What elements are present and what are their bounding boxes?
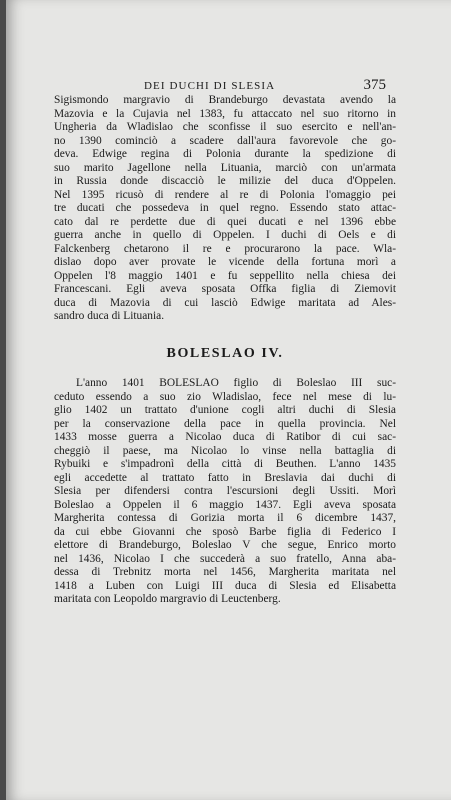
text-line: Mazovia e la Cujavia nel 1383, fu attaccato nel suo ritorno in (54, 107, 396, 120)
text-line: duca di Mazovia di cui lasciò Edwige maritata ad Ales- (54, 296, 396, 309)
text-line: dislao dopo aver provate le vicende della fortuna morì a (54, 256, 396, 268)
text-line: guerra anche in quello di Oppelen. I duchi di Oels e di (54, 229, 396, 241)
text-line: sandro duca di Lituania. (54, 310, 165, 322)
text-line: Falckenberg chetarono il re e procurarono la pace. Wla- (54, 242, 396, 255)
text-line: suo marito Jagellone nella Lituania, marciò con un'armata (54, 161, 396, 174)
book-page (6, 0, 451, 800)
text-line: tre ducati che possedeva in quel regno. Essendo stato attac- (54, 202, 396, 214)
text-line: 1418 a Luben con Luigi III duca di Slesia ed Elisabetta (54, 579, 396, 592)
text-line: Sigismondo margravio di Brandeburgo devastata avendo la (54, 94, 396, 106)
text-line: deva. Edwige regina di Polonia durante la spedizione di (54, 148, 396, 160)
text-line: L'anno 1401 BOLESLAO figlio di Boleslao III suc- (76, 377, 396, 389)
text-line: glio 1402 un trattato d'unione cogli altri duchi di Slesia (54, 404, 396, 416)
text-line: elettore di Brandeburgo, Boleslao V che segue, Enrico morto (54, 539, 396, 551)
text-line: Oppelen l'8 maggio 1401 e fu seppellito nella chiesa dei (54, 269, 396, 282)
text-line: Boleslao a Oppelen il 6 maggio 1437. Egli aveva sposata (54, 498, 396, 511)
text-line: no 1390 cominciò a scadere dall'aura favorevole che go- (54, 134, 396, 147)
text-line: Nel 1395 ricusò di rendere al re di Polonia l'omaggio pei (54, 188, 396, 201)
text-line: Francescani. Egli aveva sposata Offka figlia di Ziemovit (54, 283, 396, 295)
paragraph-continuation (54, 94, 396, 324)
text-line: da cui ebbe Giovanni che sposò Barbe figlia di Federico I (54, 525, 396, 538)
text-line: ceduto essendo a suo zio Wladislao, fece nel mese di lu- (54, 390, 396, 403)
text-line: cheggiò il paese, ma Nicolao lo vinse nella battaglia di (54, 444, 396, 457)
text-line: Ungheria da Wladislao che sconfisse il suo esercito e nell'an- (54, 121, 396, 133)
section-heading: BOLESLAO IV. (166, 346, 284, 361)
running-head-title: DEI DUCHI DI SLESIA (144, 80, 276, 92)
text-line: egli accedette al trattato fatto in Breslavia dai duchi di (54, 471, 396, 484)
text-line: maritata con Leopoldo margravio di Leuctenberg. (54, 593, 281, 605)
text-line: in Russia donde discacciò le milizie del duca d'Oppelen. (54, 175, 396, 187)
text-line: dessa di Trebnitz morta nel 1456, Margherita maritata nel (54, 566, 396, 578)
text-line: cato dal re perdette due di quei ducati e nel 1396 ebbe (54, 215, 396, 228)
text-line: 1433 mosse guerra a Nicolao duca di Ratibor di cui sac- (54, 431, 396, 443)
paragraph-boleslao-iv (54, 377, 396, 607)
page-number: 375 (363, 77, 386, 93)
text-line: per la conservazione della pace in quella provincia. Nel (54, 417, 396, 430)
text-line: Margherita contessa di Gorizia morta il 6 dicembre 1437, (54, 512, 396, 524)
text-line: nel 1436, Nicolao I che succederà a suo fratello, Anna aba- (54, 552, 396, 565)
text-line: Rybuiki e s'impadronì della città di Beuthen. L'anno 1435 (54, 458, 396, 470)
text-line: Slesia per difendersi contra l'escursioni degli Ussiti. Morì (54, 485, 396, 497)
